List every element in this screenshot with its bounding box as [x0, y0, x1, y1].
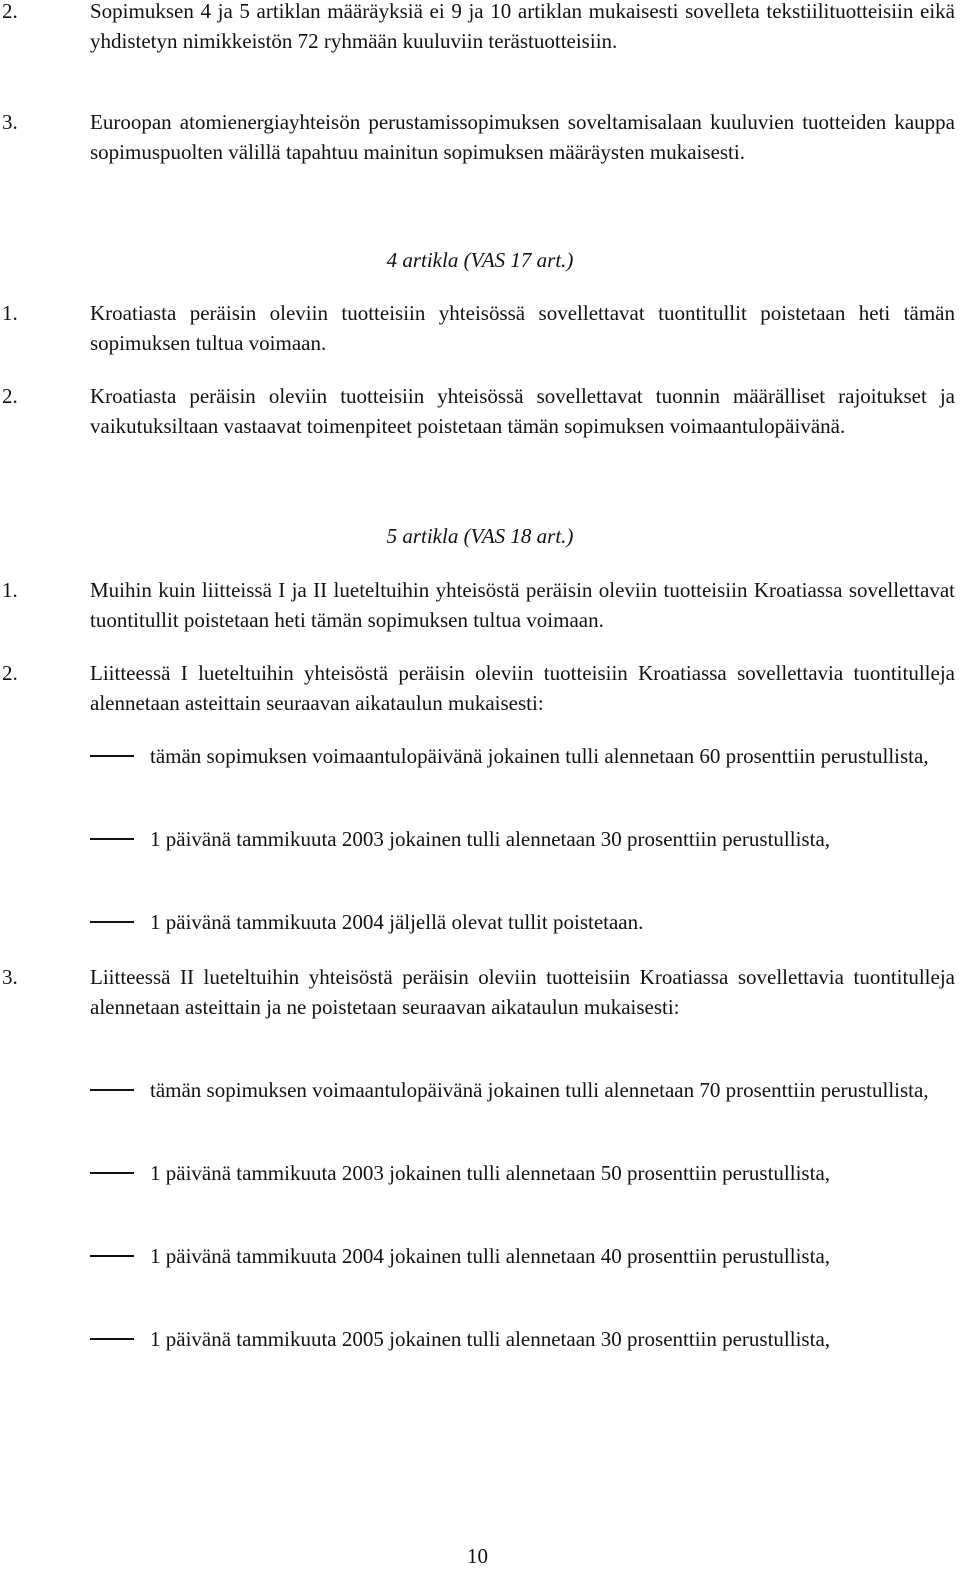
article-5-paragraph-2: [0, 658, 955, 718]
article-4-paragraph-1: [0, 298, 955, 358]
schedule-item-text: 1 päivänä tammikuuta 2004 jäljellä olevat tullit poistetaan.: [150, 910, 644, 934]
schedule-item-text: tämän sopimuksen voimaantulopäivänä jokainen tulli alennetaan 60 prosenttiin perustullista,: [150, 744, 929, 768]
paragraph-text: Kroatiasta peräisin oleviin tuotteisiin yhteisössä sovellettavat tuontitullit poistetaan heti tämän sopimuksen tultua voimaan.: [90, 301, 955, 355]
paragraph-text: Kroatiasta peräisin oleviin tuotteisiin yhteisössä sovellettavat tuonnin määrälliset rajoitukset ja vaikutuksiltaan vastaavat toimenpiteet poistetaan tämän sopimuksen voimaantulopäivänä.: [90, 384, 955, 438]
article-5-heading: 5 artikla (VAS 18 art.): [386, 524, 574, 548]
schedule-item: [0, 1324, 955, 1354]
dash-bullet: [90, 1089, 134, 1091]
paragraph-text: Liitteessä I lueteltuihin yhteisöstä peräisin oleviin tuotteisiin Kroatiassa sovellettavia tuontitulleja alennetaan asteittain seuraavan aikataulun mukaisesti:: [90, 661, 955, 715]
schedule-item-text: 1 päivänä tammikuuta 2003 jokainen tulli alennetaan 50 prosenttiin perustullista,: [150, 1161, 831, 1185]
page-number: 10: [467, 1544, 488, 1568]
schedule-item: [0, 1158, 955, 1188]
paragraph-number: 3.: [2, 965, 18, 989]
dash-bullet: [90, 1255, 134, 1257]
schedule-item-text: tämän sopimuksen voimaantulopäivänä jokainen tulli alennetaan 70 prosenttiin perustullista,: [150, 1078, 929, 1102]
paragraph-number: 2.: [2, 661, 18, 685]
paragraph-3-euratom: [0, 107, 955, 167]
dash-bullet: [90, 838, 134, 840]
paragraph-text: Muihin kuin liitteissä I ja II lueteltuihin yhteisöstä peräisin oleviin tuotteisiin Kroatiassa sovellettavat tuontitullit poistetaan heti tämän sopimuksen tultua voimaan.: [90, 578, 955, 632]
schedule-item: [0, 907, 955, 937]
paragraph-number: 2.: [2, 0, 18, 23]
dash-bullet: [90, 755, 134, 757]
article-5-paragraph-3: [0, 962, 955, 1022]
schedule-item: [0, 741, 955, 771]
paragraph-number: 3.: [2, 110, 18, 134]
schedule-item: [0, 1075, 955, 1105]
paragraph-number: 1.: [2, 578, 18, 602]
paragraph-2-textile-exclusion: [0, 0, 955, 56]
dash-bullet: [90, 1172, 134, 1174]
article-4-paragraph-2: [0, 381, 955, 441]
schedule-item-text: 1 päivänä tammikuuta 2003 jokainen tulli alennetaan 30 prosenttiin perustullista,: [150, 827, 831, 851]
schedule-item-text: 1 päivänä tammikuuta 2004 jokainen tulli alennetaan 40 prosenttiin perustullista,: [150, 1244, 831, 1268]
dash-bullet: [90, 1338, 134, 1340]
schedule-item-text: 1 päivänä tammikuuta 2005 jokainen tulli alennetaan 30 prosenttiin perustullista,: [150, 1327, 831, 1351]
dash-bullet: [90, 921, 134, 923]
paragraph-text: Liitteessä II lueteltuihin yhteisöstä peräisin oleviin tuotteisiin Kroatiassa sovellettavia tuontitulleja alennetaan asteittain ja ne poistetaan seuraavan aikataulun mukaisesti:: [90, 965, 955, 1019]
paragraph-number: 2.: [2, 384, 18, 408]
schedule-item: [0, 824, 955, 854]
article-4-heading: 4 artikla (VAS 17 art.): [386, 248, 574, 272]
paragraph-text: Euroopan atomienergiayhteisön perustamissopimuksen soveltamisalaan kuuluvien tuotteiden kauppa sopimuspuolten välillä tapahtuu mainitun sopimuksen määräysten mukaisesti.: [90, 110, 955, 164]
paragraph-number: 1.: [2, 301, 18, 325]
paragraph-text: Sopimuksen 4 ja 5 artiklan määräyksiä ei 9 ja 10 artiklan mukaisesti sovelleta tekstiilituotteisiin eikä yhdistetyn nimikkeistön 72 ryhmään kuuluviin terästuotteisiin.: [90, 0, 955, 53]
schedule-item: [0, 1241, 955, 1271]
article-5-paragraph-1: [0, 575, 955, 635]
